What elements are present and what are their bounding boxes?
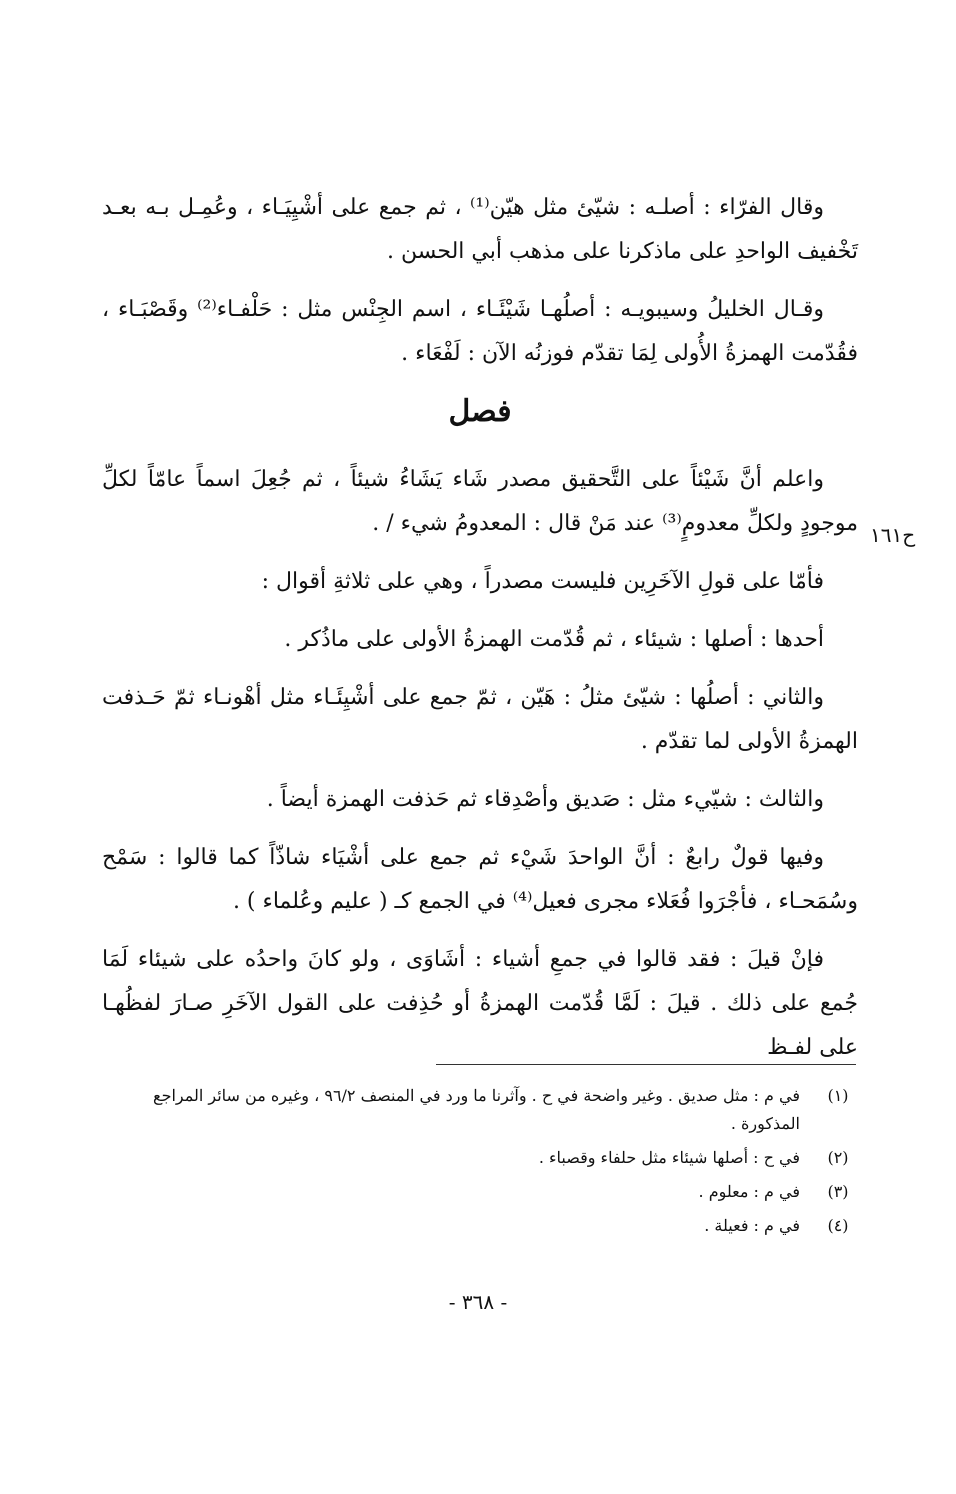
paragraph-three-opinions: فأمّا على قولِ الآخَرِين فليست مصدراً ، وهي على ثلاثةِ أقوال :: [261, 569, 824, 594]
manuscript-folio-marker: ح١٦١: [870, 523, 916, 547]
footnote-number: (١): [827, 1086, 849, 1105]
paragraph-farra: وقال الفرّاء : أصلـه : شيّئ مثل هيّن⁽¹⁾ ، ثم جمع على أشْيِيَـاء ، وعُمِـل بـه بعـد تَخْفيف الواحدِ على ماذكرنا على مذهب أبي الحسن .: [102, 195, 858, 264]
footnote-text: في ح : أصلها شيئاء مثل حلفاء وقصباء .: [538, 1148, 800, 1167]
footnote-divider: [436, 1064, 856, 1065]
paragraph-third-opinion: والثالث : شيّيء مثل : صَديق وأصْدِقاء ثم حَذفت الهمزة أيضاً .: [266, 787, 824, 812]
footnote-item: [102, 1144, 858, 1172]
footnote-number: (٢): [827, 1148, 849, 1167]
main-text: [102, 186, 858, 1084]
footnote-number: (٣): [827, 1182, 849, 1201]
footnote-text: في م : معلوم .: [698, 1182, 800, 1201]
paragraph-second-opinion: والثاني : أصلُها : شيّئ مثلُ : هَيّن ، ثمّ جمع على أشْيِئَـاء مثل أهْونـاء ثمّ حَـذفت الهمزةُ الأولى لما تقدّم .: [102, 685, 858, 754]
paragraph-khalil-sibawayh: وقـال الخليلُ وسيبويـه : أصلُهـا شَيْئَـاء ، اسم الجِنْس مثل : حَلْفـاء⁽²⁾ وقَصْبَـاء ، فقُدّمت الهمزةُ الأُولى لِمَا تقدّم فوزنُه الآن : لَفْعَاء .: [102, 297, 858, 366]
section-heading: فصل: [448, 394, 512, 429]
footnote-item: [102, 1082, 858, 1138]
footnote-text: في م : مثل صديق . وغير واضحة في ح . وآثرنا ما ورد في المنصف ٩٦/٢ ، وغيره من سائر المراجع المذكورة .: [153, 1086, 800, 1133]
footnote-item: [102, 1212, 858, 1240]
paragraph-fourth-opinion: وفيها قولٌ رابعٌ : أنَّ الواحدَ شَيْء ثم جمع على أشْيَاء شاذّاً كما قالوا : سَمْح وسُمَحـاء ، فأجْرَوا فُعَلاء مجرى فعيل⁽⁴⁾ في الجمع كـ ( عليم وعُلماء ) .: [102, 845, 858, 914]
footnote-item: [102, 1178, 858, 1206]
footnote-number: (٤): [827, 1216, 849, 1235]
paragraph-objection: فإنْ قيلَ : فقد قالوا في جمعِ أشياء : أشَاوَى ، ولو كانَ واحدُه على شيئاء لَمَا جُمع على ذلك . قيلَ : لَمَّا قُدّمت الهمزةُ أو حُذِفت على القول الآخَرِ صـارَ لفظُهـا على لفـظ: [102, 947, 858, 1060]
footnote-text: في م : فعيلة .: [704, 1216, 800, 1235]
paragraph-shay-definition: واعلم أنَّ شَيْئاً على التَّحقيق مصدر شَاء يَشَاءُ شيئاً ، ثم جُعِلَ اسماً عامّاً لكلِّ موجودٍ ولكلِّ معدومٍ⁽³⁾ عند مَنْ قال : المعدومُ شيء / .: [102, 467, 858, 536]
page-number: - ٣٦٨ -: [448, 1290, 508, 1314]
paragraph-first-opinion: أحدها : أصلها : شيئاء ، ثم قُدّمت الهمزةُ الأولى على ماذُكر .: [284, 627, 824, 652]
footnotes: [102, 1082, 858, 1246]
